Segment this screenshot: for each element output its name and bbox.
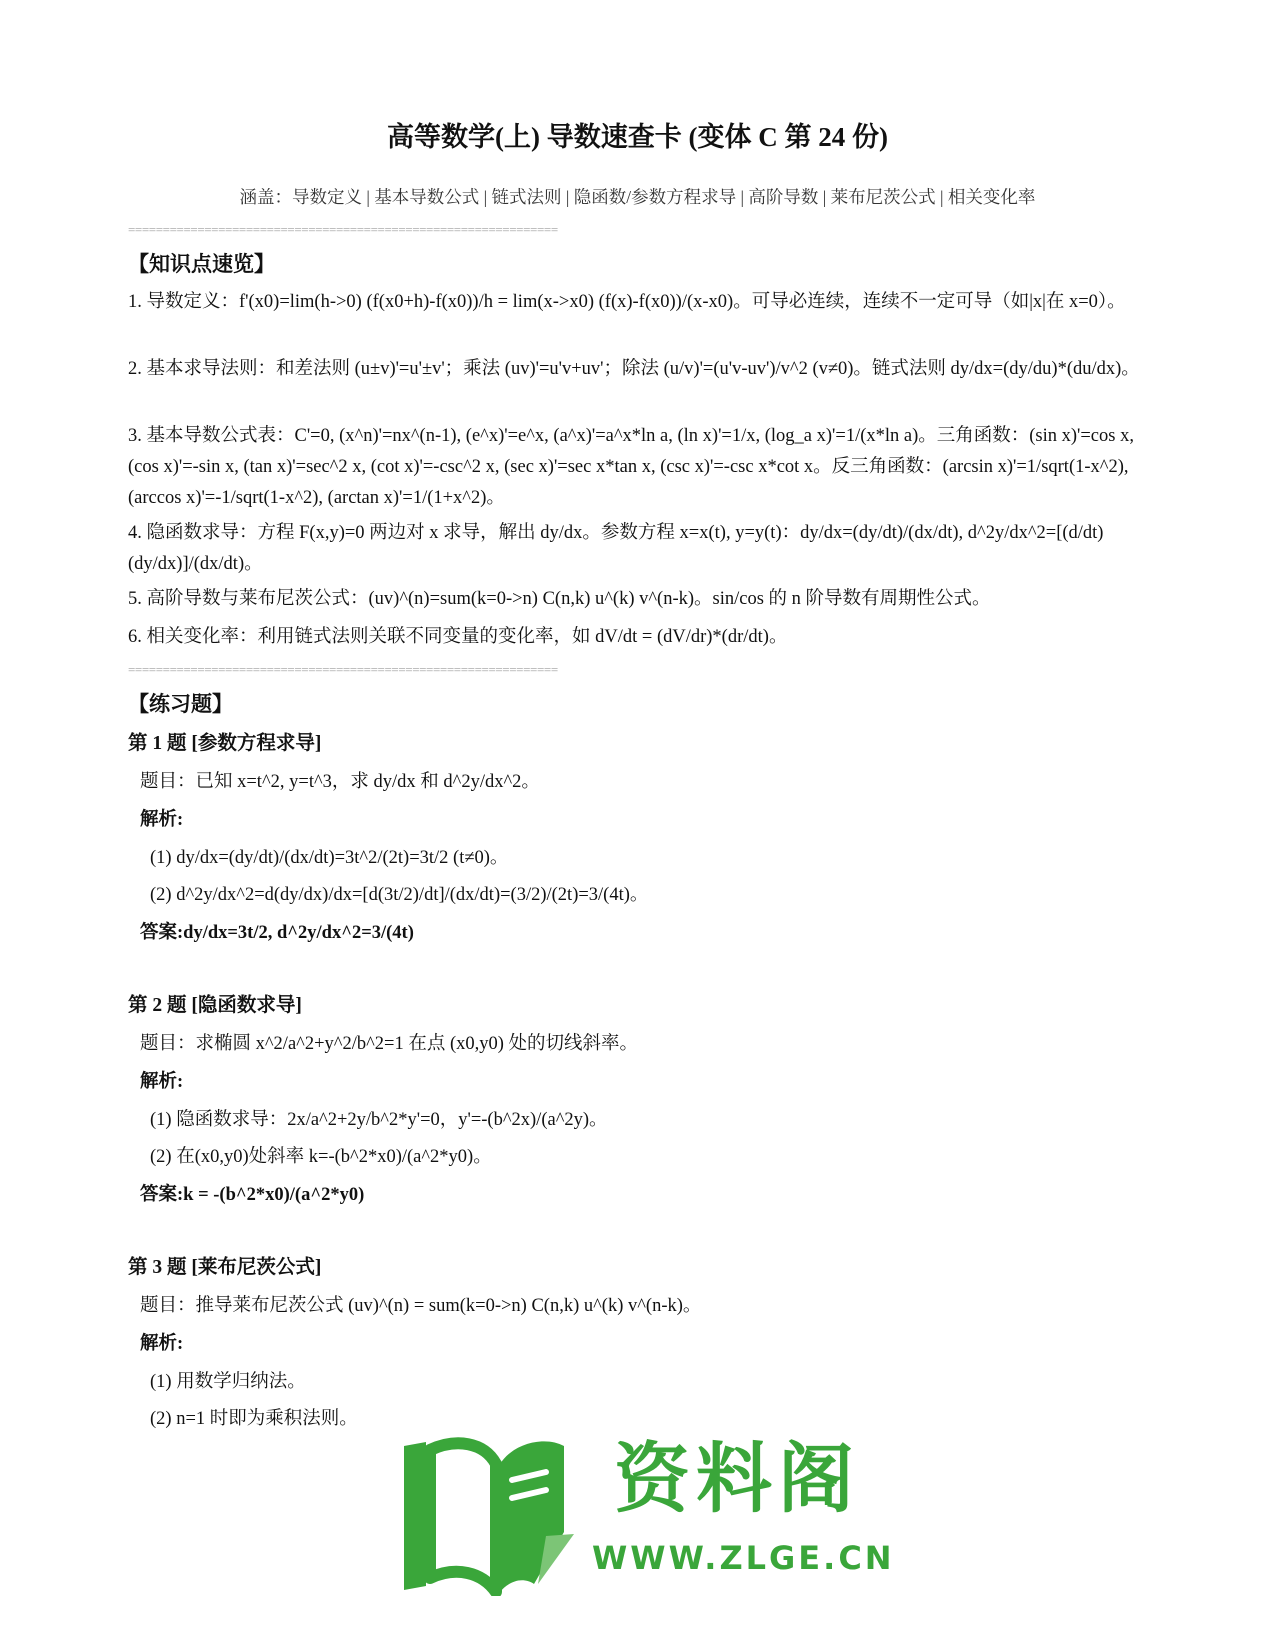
knowledge-item-6: 6. 相关变化率：利用链式法则关联不同变量的变化率，如 dV/dt = (dV/dr)*(dr/dt)。 [128, 627, 788, 647]
question-1-step-1: (1) dy/dx=(dy/dt)/(dx/dt)=3t^2/(2t)=3t/2 (t≠0)。 [150, 848, 509, 868]
question-3-title: 第 3 题 [莱布尼茨公式] [128, 1257, 322, 1278]
book-icon [396, 1436, 596, 1596]
question-2-step-2: (2) 在(x0,y0)处斜率 k=-(b^2*x0)/(a^2*y0)。 [150, 1147, 492, 1167]
question-1-answer-value: dy/dx=3t/2, d^2y/dx^2=3/(4t) [183, 923, 414, 943]
question-3-step-1: (1) 用数学归纳法。 [150, 1372, 306, 1392]
question-1-analysis-label: 解析: [140, 810, 184, 830]
knowledge-item-5: 5. 高阶导数与莱布尼茨公式：(uv)^(n)=sum(k=0->n) C(n,k) u^(k) v^(n-k)。sin/cos 的 n 阶导数有周期性公式。 [128, 589, 991, 609]
knowledge-heading: 【知识点速览】 [128, 252, 275, 276]
watermark [396, 1434, 895, 1596]
practice-heading: 【练习题】 [128, 692, 233, 716]
divider-middle: ============================================================== [128, 662, 558, 677]
knowledge-item-3: 3. 基本导数公式表：C'=0, (x^n)'=nx^(n-1), (e^x)'=e^x, (a^x)'=a^x*ln a, (ln x)'=1/x, (log_a x)'=1/(x*ln a)。三角函数：(sin x)'=cos x, (cos x)'=-sin x, (tan x)'=sec^2 x, (cot x)'=-csc^2 x, (sec x)'=sec x*tan x, (csc x)'=-csc x*cot x。反三角函数：(arcsin x)'=1/sqrt(1-x^2), (arccos x)'=-1/sqrt(1-x^2), (arctan x)'=1/(1+x^2)。 [128, 426, 1134, 508]
question-3-problem: 题目：推导莱布尼茨公式 (uv)^(n) = sum(k=0->n) C(n,k) u^(k) v^(n-k)。 [140, 1296, 702, 1316]
knowledge-item-1: 1. 导数定义：f'(x0)=lim(h->0) (f(x0+h)-f(x0))/h = lim(x->x0) (f(x)-f(x0))/(x-x0)。可导必连续，连续不一定可导（如|x|在 x=0）。 [128, 292, 1126, 312]
question-2-answer-value: k = -(b^2*x0)/(a^2*y0) [183, 1185, 365, 1205]
question-2-answer [140, 1180, 364, 1210]
divider-top: ============================================================== [128, 222, 558, 237]
knowledge-item-2: 2. 基本求导法则：和差法则 (u±v)'=u'±v'；乘法 (uv)'=u'v+uv'；除法 (u/v)'=(u'v-uv')/v^2 (v≠0)。链式法则 dy/dx=(dy/du)*(du/dx)。 [128, 359, 1140, 379]
question-3-step-2: (2) n=1 时即为乘积法则。 [150, 1409, 358, 1429]
question-1-title: 第 1 题 [参数方程求导] [128, 733, 322, 754]
question-2-analysis-label: 解析: [140, 1072, 184, 1092]
knowledge-item-4: 4. 隐函数求导：方程 F(x,y)=0 两边对 x 求导，解出 dy/dx。参数方程 x=x(t), y=y(t)：dy/dx=(dy/dt)/(dx/dt), d^2y/dx^2=[(d/dt)(dy/dx)]/(dx/dt)。 [128, 523, 1104, 574]
question-1-answer-label: 答案: [140, 923, 184, 943]
question-1-problem: 题目：已知 x=t^2, y=t^3，求 dy/dx 和 d^2y/dx^2。 [140, 772, 540, 792]
question-2-title: 第 2 题 [隐函数求导] [128, 995, 302, 1016]
question-2-answer-label: 答案: [140, 1185, 184, 1205]
question-3-analysis-label: 解析: [140, 1334, 184, 1354]
question-2-problem: 题目：求椭圆 x^2/a^2+y^2/b^2=1 在点 (x0,y0) 处的切线斜率。 [140, 1034, 639, 1054]
question-2-step-1: (1) 隐函数求导：2x/a^2+2y/b^2*y'=0，y'=-(b^2x)/(a^2y)。 [150, 1110, 608, 1130]
watermark-url: WWW.ZLGE.CN [592, 1539, 895, 1577]
question-1-answer [140, 918, 414, 948]
watermark-name: 资料阁 [614, 1434, 860, 1523]
question-1-step-2: (2) d^2y/dx^2=d(dy/dx)/dx=[d(3t/2)/dt]/(dx/dt)=(3/2)/(2t)=3/(4t)。 [150, 885, 649, 905]
page-subtitle: 涵盖：导数定义 | 基本导数公式 | 链式法则 | 隐函数/参数方程求导 | 高阶导数 | 莱布尼茨公式 | 相关变化率 [239, 187, 1036, 207]
page-title: 高等数学(上) 导数速查卡 (变体 C 第 24 份) [387, 122, 888, 152]
